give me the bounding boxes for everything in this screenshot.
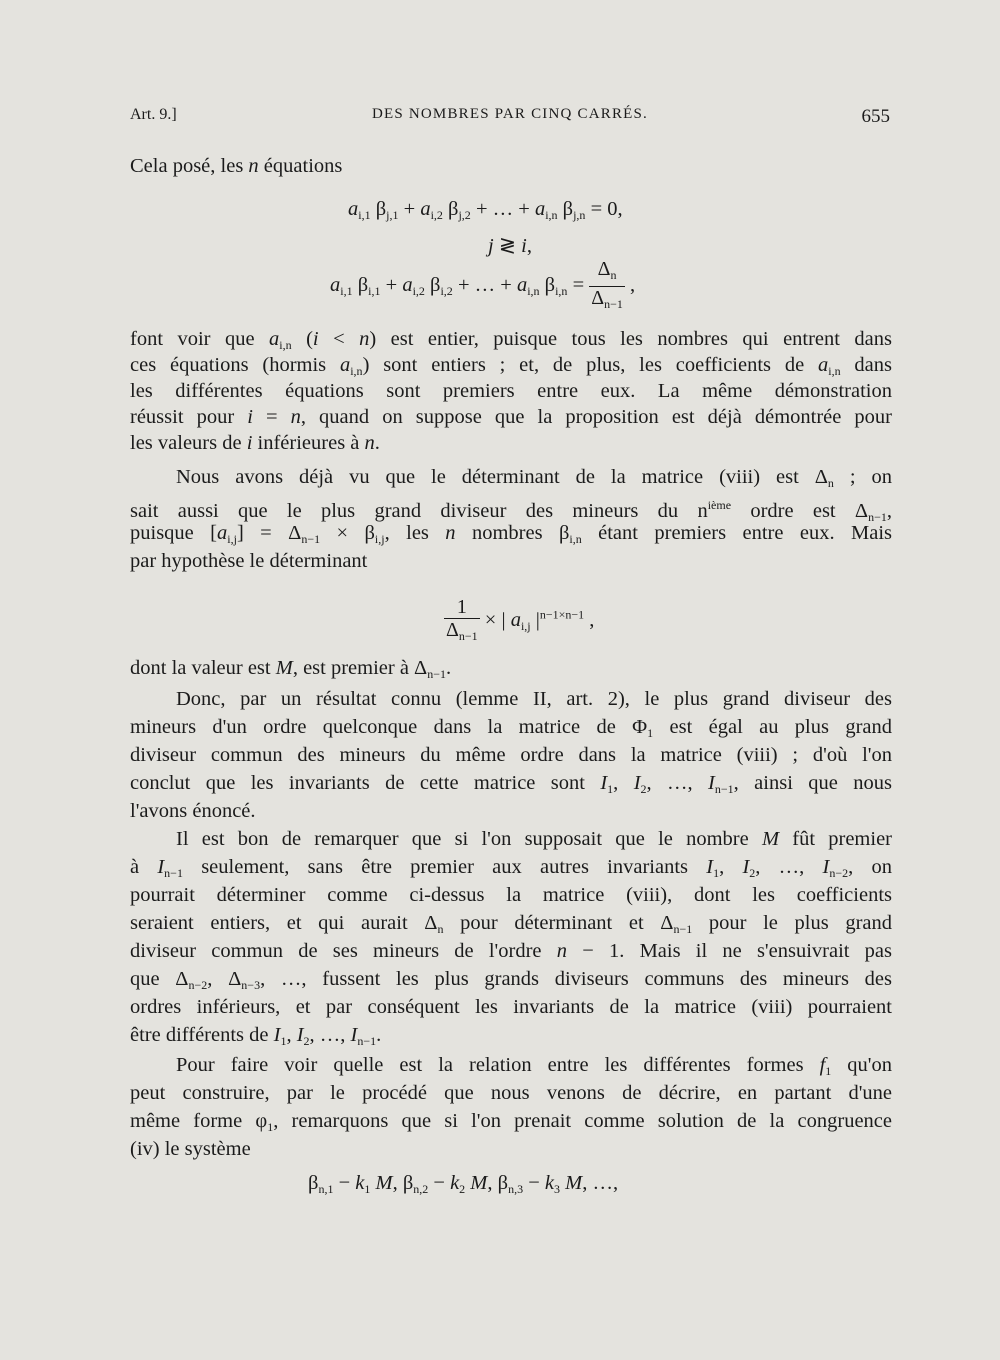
p1-line-1: font voir que $a_{i,n}$ (i < n) est entier, puisque tous les nombres qui entrent dans bbox=[130, 328, 893, 352]
equation-condition: j ≷ i, bbox=[488, 235, 532, 257]
equation-1: $a_{i,1}$ $\beta_{j,1} + a_{i,2}$ $\beta_{j,2}$ + … + $a_{i,n}$ $\beta_{j,n} = 0$, bbox=[348, 198, 623, 222]
article-reference: Art. 9.] bbox=[130, 106, 177, 123]
p6-line-4: (iv) le système bbox=[130, 1138, 251, 1160]
p1-line-5: les valeurs de i inférieures à n. bbox=[130, 432, 380, 454]
p5-line-7: ordres inférieurs, et par conséquent les invariants de la matrice (viii) pourraient bbox=[130, 996, 892, 1018]
p6-line-2: peut construire, par le procédé que nous venons de décrire, en partant d'une bbox=[130, 1082, 892, 1104]
p5-line-5: diviseur commun de ses mineurs de l'ordre n − 1. Mais il ne s'ensuivrait pas bbox=[130, 940, 892, 962]
p4-line-3: diviseur commun des mineurs du même ordre dans la matrice (viii) ; d'où l'on bbox=[130, 744, 892, 766]
p4-line-1: Donc, par un résultat connu (lemme II, art. 2), le plus grand diviseur des bbox=[176, 688, 892, 710]
p5-line-4: seraient entiers, et qui aurait $\Delta_n$ pour déterminant et $\Delta_{n-1}$ pour le plus grand bbox=[130, 912, 892, 936]
p2-line-3: puisque $[a_{i,j}] = \Delta_{n-1} \times \beta_{i,j}$, les n nombres $\beta_{i,n}$ étant premiers entre eux. Mais bbox=[130, 522, 893, 546]
equation-2: $a_{i,1}$ $\beta_{i,1} + a_{i,2}$ $\beta_{i,2}$ + … + $a_{i,n}$ $\beta_{i,n}$ = $\frac{\Delta_n}{\Delta_{n-1}}$ , bbox=[330, 258, 635, 315]
p4-line-4: conclut que les invariants de cette matrice sont $I_1$, $I_2$, …, $I_{n-1}$, ainsi que nous bbox=[130, 772, 892, 796]
p2-line-1: Nous avons déjà vu que le déterminant de la matrice (viii) est $\Delta_n$ ; on bbox=[176, 466, 892, 490]
p5-line-2: à $I_{n-1}$ seulement, sans être premier aux autres invariants $I_1$, $I_2$, …, $I_{n-2}$, on bbox=[130, 856, 893, 880]
p5-line-3: pourrait déterminer comme ci-dessus la matrice (viii), dont les coefficients bbox=[130, 884, 892, 906]
p1-line-2: ces équations (hormis $a_{i,n}$) sont entiers ; et, de plus, les coefficients de $a_{i,n}$ dans bbox=[130, 354, 893, 378]
intro-line: Cela posé, les n équations bbox=[130, 155, 343, 177]
p3-line: dont la valeur est M, est premier à $\Delta_{n-1}$. bbox=[130, 657, 452, 681]
p4-line-5: l'avons énoncé. bbox=[130, 800, 256, 822]
running-header bbox=[130, 106, 890, 136]
p2-line-2: sait aussi que le plus grand diviseur des mineurs du $n^{ième}$ ordre est $\Delta_{n-1}$, bbox=[130, 498, 892, 524]
p5-line-6: que $\Delta_{n-2}$, $\Delta_{n-3}$, …, fussent les plus grands diviseurs communs des mineurs des bbox=[130, 968, 892, 992]
equation-4: $\beta_{n,1} - k_1$ M, $\beta_{n,2} - k_2$ M, $\beta_{n,3} - k_3$ M, …, bbox=[308, 1172, 619, 1196]
p6-line-3: même forme $\varphi_1$, remarquons que si l'on prenait comme solution de la congruence bbox=[130, 1110, 893, 1134]
p6-line-1: Pour faire voir quelle est la relation entre les différentes formes $f_1$ qu'on bbox=[176, 1054, 892, 1078]
page-number: 655 bbox=[861, 106, 890, 127]
running-title: DES NOMBRES PAR CINQ CARRÉS. bbox=[371, 106, 649, 122]
p2-line-4: par hypothèse le déterminant bbox=[130, 550, 368, 572]
p1-line-3: les différentes équations sont premiers entre eux. La même démonstration bbox=[130, 380, 892, 402]
p4-line-2: mineurs d'un ordre quelconque dans la matrice de $\Phi_1$ est égal au plus grand bbox=[130, 716, 892, 740]
p1-line-4: réussit pour i = n, quand on suppose que la proposition est déjà démontrée pour bbox=[130, 406, 892, 428]
p5-line-8: être différents de $I_1$, $I_2$, …, $I_{n-1}$. bbox=[130, 1024, 382, 1048]
equation-3: $\frac{1}{\Delta_{n-1}}$ × | $a_{i,j}$ $|^{n-1\times n-1}$ , bbox=[444, 596, 594, 647]
p5-line-1: Il est bon de remarquer que si l'on supposait que le nombre M fût premier bbox=[176, 828, 892, 850]
